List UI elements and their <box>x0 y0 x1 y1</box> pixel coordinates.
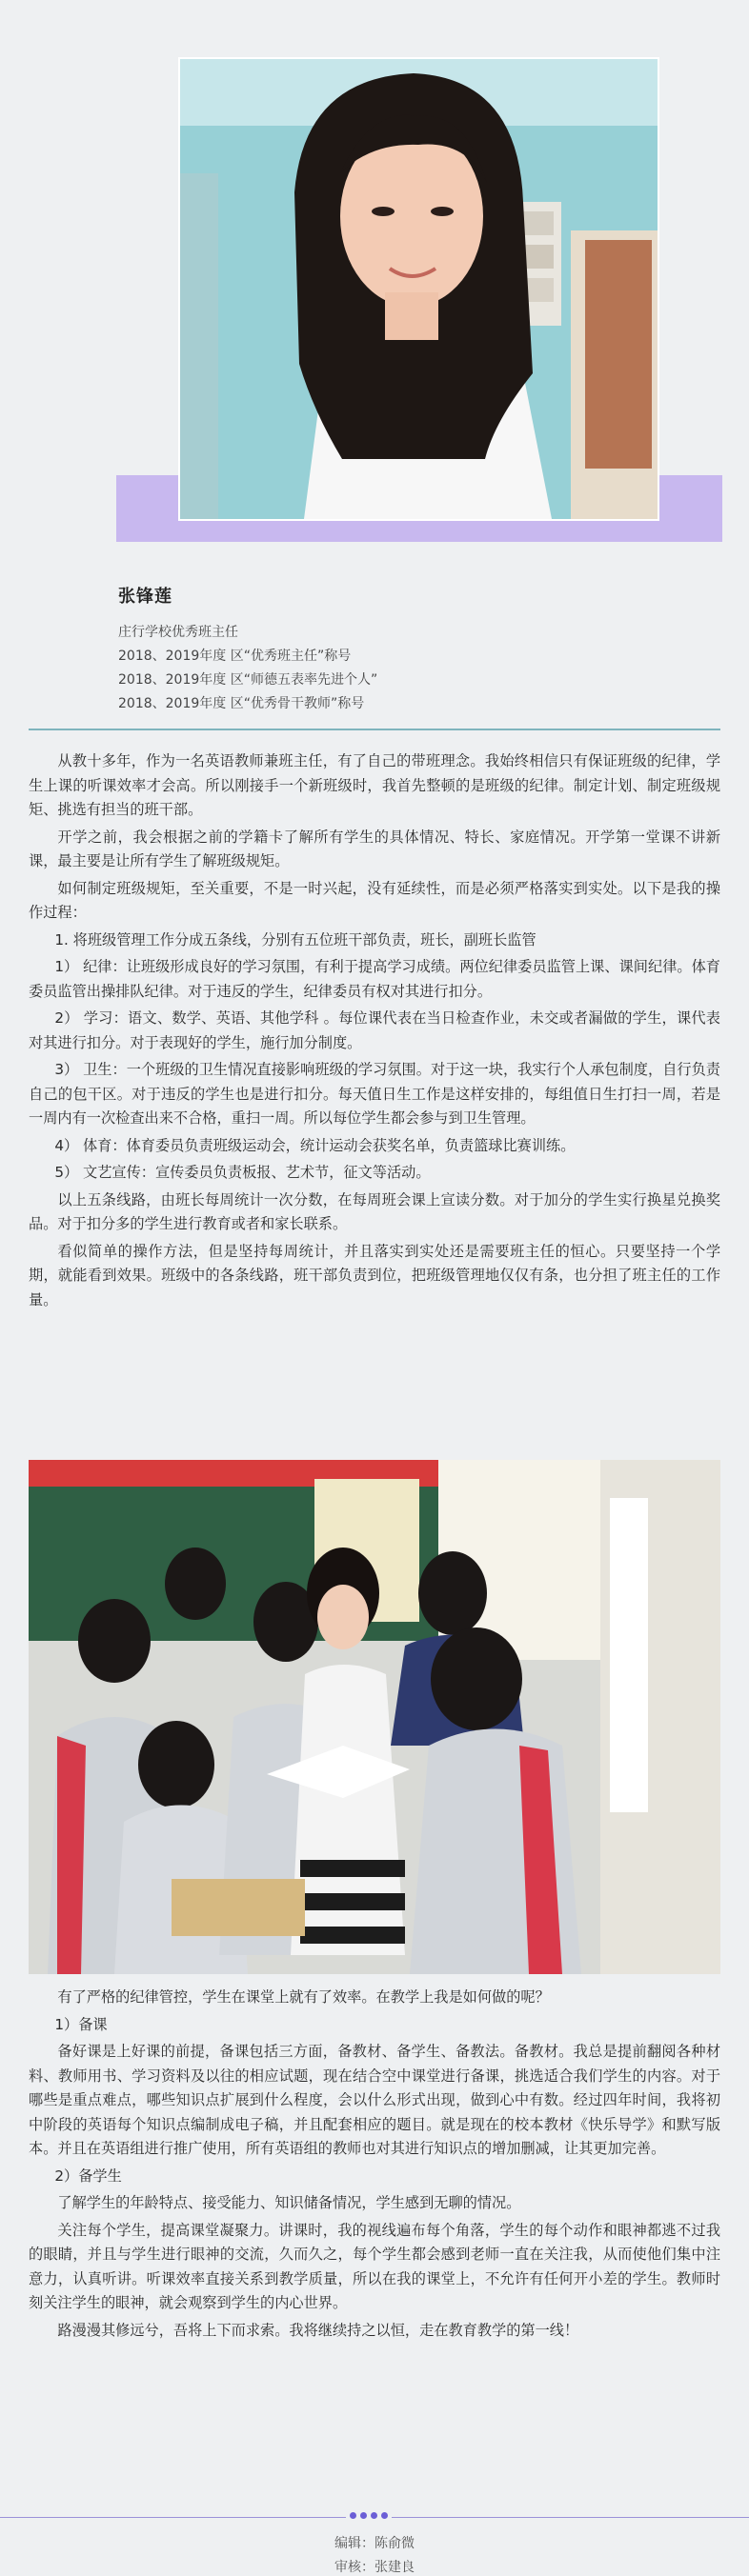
paragraph: 5） 文艺宣传：宣传委员负责板报、艺术节，征文等活动。 <box>54 1164 431 1181</box>
teacher-portrait-photo <box>178 57 659 521</box>
classroom-photo <box>29 1460 720 1974</box>
dot-icon <box>350 2512 356 2519</box>
paragraph: 如何制定班级规矩，至关重要，不是一时兴起，没有延续性，而是必须严格落实到实处。以下是我的操作过程： <box>29 879 720 921</box>
dot-icon <box>381 2512 388 2519</box>
teacher-name: 张锋莲 <box>118 587 172 607</box>
paragraph: 看似简单的操作方法，但是坚持每周统计，并且落实到实处还是需要班主任的恒心。只要坚持一个学期，就能看到效果。班级中的各条线路，班干部负责到位，把班级管理地仅仅有条，也分担了班主任的工作量。 <box>29 1242 720 1308</box>
paragraph: 以上五条线路，由班长每周统计一次分数，在每周班会课上宣读分数。对于加分的学生实行换星兑换奖品。对于扣分多的学生进行教育或者和家长联系。 <box>29 1190 720 1232</box>
paragraph: 了解学生的年龄特点、接受能力、知识储备情况，学生感到无聊的情况。 <box>57 2194 521 2211</box>
dot-icon <box>371 2512 377 2519</box>
paragraph: 备好课是上好课的前提，备课包括三方面，备教材、备学生、备教法。备教材。我总是提前翻阅各种材料、教师用书、学习资料及以往的相应试题，现在结合空中课堂进行备课，挑选适合我们学生的内容。对于哪些是重点难点，哪些知识点扩展到什么程度，会以什么形式出现，做到心中有数。经过四年时间，我将初中阶段的英语每个知识点编制成电子稿，并且配套相应的题目。就是现在的校本教材《快乐导学》和默写版本。并且在英语组进行推广使用，所有英语组的教师也对其进行知识点的增加删减，让其更加完善。 <box>29 2043 720 2157</box>
paragraph: 开学之前，我会根据之前的学籍卡了解所有学生的具体情况、特长、家庭情况。开学第一堂课不讲新课，最主要是让所有学生了解班级规矩。 <box>29 828 720 869</box>
profile-line-award-2: 2018、2019年度 区“师德五表率先进个人” <box>118 672 378 688</box>
paragraph: 有了严格的纪律管控，学生在课堂上就有了效率。在教学上我是如何做的呢？ <box>57 1988 550 2006</box>
paragraph: 路漫漫其修远兮，吾将上下而求索。我将继续持之以恒，走在教育教学的第一线！ <box>57 2321 579 2339</box>
teacher-profile <box>118 583 690 716</box>
editor-credit: 编辑：陈俞微 <box>334 2536 415 2551</box>
paragraph: 3） 卫生：一个班级的卫生情况直接影响班级的学习氛围。对于这一块，我实行个人承包制度，自行负责自己的包干区。对于违反的学生也是进行扣分。每天值日生工作是这样安排的，每组值日生打扫一周，若是一周内有一次检查出来不合格，重扫一周。所以每位学生都会参与到卫生管理。 <box>29 1061 720 1127</box>
paragraph: 2） 学习：语文、数学、英语、其他学科 。每位课代表在当日检查作业，未交或者漏做的学生，课代表对其进行扣分。对于表现好的学生，施行加分制度。 <box>29 1009 720 1051</box>
paragraph: 从教十多年，作为一名英语教师兼班主任，有了自己的带班理念。我始终相信只有保证班级的纪律，学生上课的听课效率才会高。所以刚接手一个新班级时，我首先整顿的是班级的纪律。制定计划、制定班级规矩、挑选有担当的班干部。 <box>29 752 720 818</box>
paragraph: 1） 纪律：让班级形成良好的学习氛围，有利于提高学习成绩。两位纪律委员监管上课、课间纪律。体育委员监管出操排队纪律。对于违反的学生，纪律委员有权对其进行扣分。 <box>29 958 720 1000</box>
profile-line-award-3: 2018、2019年度 区“优秀骨干教师”称号 <box>118 696 365 711</box>
article-body-part-1 <box>29 749 720 1315</box>
footer-dots-ornament <box>346 2512 392 2519</box>
subheading-know-students: 2）备学生 <box>54 2167 122 2185</box>
article-body-part-2 <box>29 1986 720 2346</box>
profile-line-title: 庄行学校优秀班主任 <box>118 625 238 640</box>
dot-icon <box>360 2512 367 2519</box>
profile-line-award-1: 2018、2019年度 区“优秀班主任”称号 <box>118 649 352 664</box>
reviewer-credit: 审核：张建良 <box>334 2560 415 2575</box>
paragraph: 关注每个学生，提高课堂凝聚力。讲课时，我的视线遍布每个角落，学生的每个动作和眼神都逃不过我的眼睛，并且与学生进行眼神的交流，久而久之，每个学生都会感到老师一直在关注我，从而使他们集中注意力，认真听讲。听课效率直接关系到教学质量，所以在我的课堂上，不允许有任何开小差的学生。教师时刻关注学生的眼神，就会观察到学生的内心世界。 <box>29 2221 720 2311</box>
paragraph: 4） 体育：体育委员负责班级运动会，统计运动会获奖名单，负责篮球比赛训练。 <box>54 1136 576 1154</box>
section-divider <box>29 729 720 730</box>
subheading-lesson-prep: 1）备课 <box>54 2015 108 2033</box>
paragraph: 1. 将班级管理工作分成五条线，分别有五位班干部负责，班长，副班长监管 <box>54 930 536 949</box>
